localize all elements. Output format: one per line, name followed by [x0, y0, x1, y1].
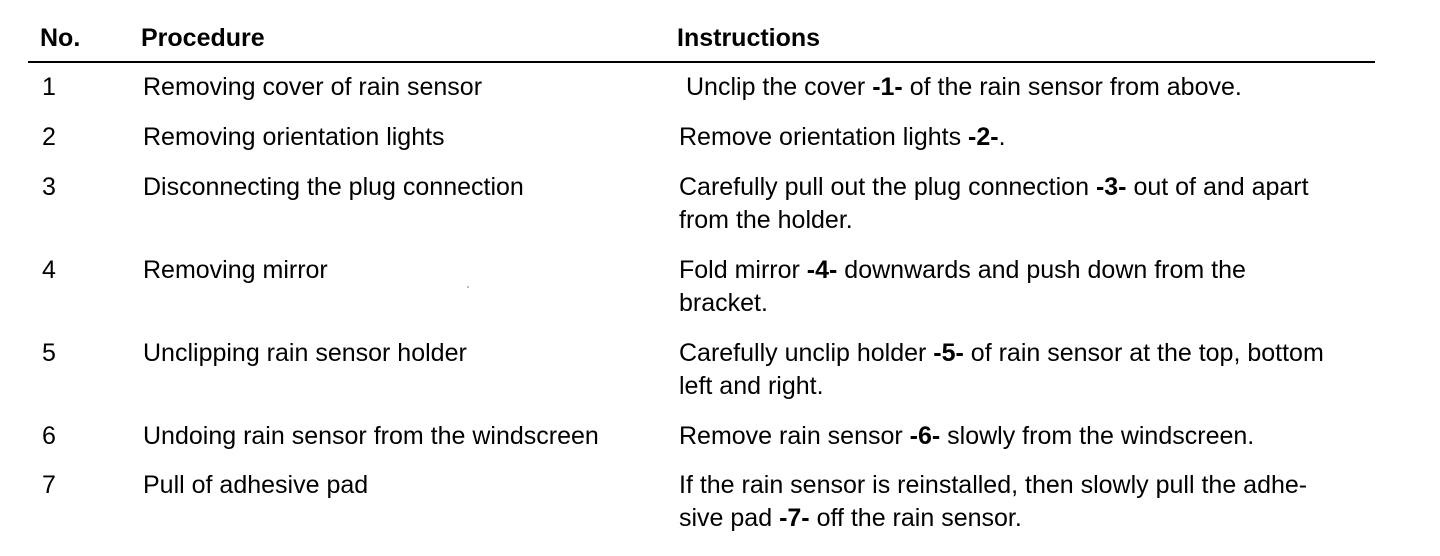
instruction-text: Unclip the cover	[686, 73, 873, 101]
instruction-text: sive pad	[679, 504, 780, 532]
row-number: 3	[42, 173, 56, 201]
scan-speck	[467, 286, 469, 288]
instruction-text: off the rain sensor.	[809, 504, 1022, 532]
row-instructions	[679, 420, 1254, 453]
instruction-text: out of and apart	[1126, 173, 1309, 201]
row-number: 1	[42, 73, 56, 101]
instruction-text: downwards and push down from the	[837, 256, 1246, 284]
instruction-text: slowly from the windscreen.	[940, 422, 1255, 450]
row-procedure: Disconnecting the plug connection	[143, 173, 524, 201]
instruction-text: If the rain sensor is reinstalled, then slowly pull the adhe-	[679, 471, 1308, 499]
reference-number: -6-	[909, 422, 941, 450]
row-number: 5	[42, 339, 56, 367]
instruction-text: of rain sensor at the top, bottom	[963, 339, 1324, 367]
instruction-text: Fold mirror	[679, 256, 807, 284]
instruction-text: .	[998, 123, 1006, 151]
reference-number: -7-	[779, 504, 810, 532]
instruction-text: from the holder.	[679, 206, 853, 234]
header-procedure: Procedure	[141, 24, 265, 52]
row-number: 4	[42, 256, 56, 284]
header-divider	[28, 61, 1375, 63]
row-procedure: Pull of adhesive pad	[143, 471, 369, 499]
row-number: 7	[42, 471, 56, 499]
row-instructions	[679, 469, 1307, 535]
row-procedure: Unclipping rain sensor holder	[143, 339, 467, 367]
row-instructions	[679, 337, 1324, 403]
instruction-text: left and right.	[679, 372, 824, 400]
row-instructions	[679, 171, 1309, 237]
reference-number: -2-	[968, 123, 999, 151]
reference-number: -3-	[1095, 173, 1127, 201]
reference-number: -1-	[872, 73, 903, 101]
header-instructions: Instructions	[677, 24, 821, 52]
row-instructions	[686, 71, 1242, 104]
row-instructions	[679, 121, 1006, 154]
instruction-text: of the rain sensor from above.	[902, 73, 1242, 101]
instruction-text: Carefully pull out the plug connection	[679, 173, 1096, 201]
row-procedure: Removing orientation lights	[143, 123, 445, 151]
instruction-text: Remove orientation lights	[679, 123, 969, 151]
reference-number: -4-	[806, 256, 838, 284]
reference-number: -5-	[933, 339, 964, 367]
instruction-text: Carefully unclip holder	[679, 339, 934, 367]
table-header	[0, 22, 1440, 56]
header-no: No.	[40, 24, 81, 52]
row-number: 2	[42, 123, 56, 151]
row-procedure: Undoing rain sensor from the windscreen	[143, 422, 599, 450]
instruction-text: bracket.	[679, 289, 768, 317]
row-procedure: Removing mirror	[143, 256, 328, 284]
instruction-text: Remove rain sensor	[679, 422, 910, 450]
row-instructions	[679, 254, 1246, 320]
row-procedure: Removing cover of rain sensor	[143, 73, 483, 101]
row-number: 6	[42, 422, 56, 450]
